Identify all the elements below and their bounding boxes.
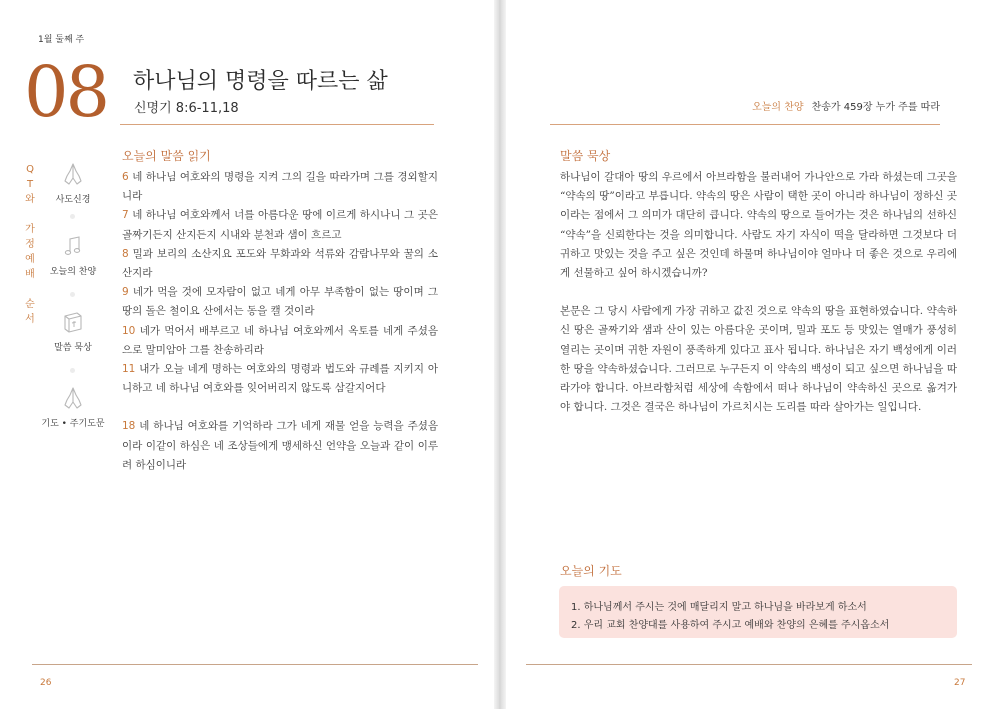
header-divider — [120, 124, 434, 125]
lesson-number: 08 — [24, 51, 108, 133]
bible-icon — [38, 310, 108, 338]
verse: 8 밀과 보리의 소산지요 포도와 무화과와 석류와 감람나무와 꿀의 소산지라 — [122, 247, 438, 280]
verse: 7 네 하나님 여호와께서 너를 아름다운 땅에 이르게 하시나니 그 곳은 골짜기든지 산지든지 시내와 분천과 샘이 흐르고 — [122, 209, 438, 241]
verse: 6 네 하나님 여호와의 명령을 지켜 그의 길을 따라가며 그를 경외할지니라 — [122, 171, 438, 203]
prayer-item: 1. 하나님께서 주시는 것에 매달리지 말고 하나님을 바라보게 하소서 — [571, 602, 867, 613]
left-page — [0, 0, 494, 709]
todays-hymn — [752, 98, 940, 113]
prayer-item: 2. 우리 교회 찬양대를 사용하여 주시고 예배와 찬양의 은혜를 주시옵소서 — [571, 620, 890, 631]
footer-divider — [32, 664, 478, 665]
nav-item-hymn: 오늘의 찬양 — [38, 234, 108, 277]
praying-hands-icon — [38, 162, 108, 190]
nav-separator-dot — [70, 214, 75, 219]
nav-separator-dot — [70, 292, 75, 297]
hymn-tag: 오늘의 찬양 — [752, 102, 804, 113]
page-number: 26 — [40, 678, 52, 688]
reading-heading: 오늘의 말씀 읽기 — [122, 149, 211, 163]
footer-divider — [526, 664, 972, 665]
verse: 18 네 하나님 여호와를 기억하라 그가 네게 재물 얻을 능력을 주셨음이라 이같이 하심은 네 조상들에게 맹세하신 언약을 오늘과 같이 이루려 하심이니라 — [122, 420, 438, 471]
meditation-paragraph: 본문은 그 당시 사람에게 가장 귀하고 값진 것으로 약속의 땅을 표현하였습니다. 약속하신 땅은 골짜기와 샘과 산이 있는 아름다운 곳이며, 밀과 포도 등 맛있는 열매가 풍성히 열리는 곳이며 귀한 자원이 풍족하게 있다고 표사 됩니다. 하나님은 자기 백성에게 이러한 땅을 약속하셨습니다. 그러므로 누구든지 이 약속의 백성이 되고 싶으면 하나님을 따라가야 합니다. 아브라함처럼 세상에 속함에서 떠나 하나님이 약속하신 곳으로 옮겨가야 합니다. 그것은 결국은 하나님이 가르치시는 도리를 따라 살아가는 일입니다. — [560, 305, 957, 414]
praying-hands-icon — [38, 386, 108, 414]
nav-item-prayer: 기도 • 주기도문 — [38, 386, 108, 429]
nav-item-creed: 사도신경 — [38, 162, 108, 205]
meditation-text — [560, 168, 957, 436]
right-page — [506, 0, 1000, 709]
week-label: 1월 둘째 주 — [38, 35, 85, 45]
nav-item-meditation: 말씀 묵상 — [38, 310, 108, 353]
hymn-title: 찬송가 459장 누가 주를 따라 — [811, 102, 940, 113]
page-number: 27 — [954, 678, 966, 688]
qt-order-vertical-label: Q T 와 가 정 예 배 순 서 — [25, 164, 35, 325]
scripture-reading — [122, 168, 438, 475]
verse: 10 네가 먹어서 배부르고 네 하나님 여호와께서 옥토를 네게 주셨음으로 말미암아 그를 찬송하리라 — [122, 324, 438, 356]
prayer-heading: 오늘의 기도 — [560, 564, 622, 578]
verse: 9 네가 먹을 것에 모자람이 없고 네게 아무 부족함이 없는 땅이며 그 땅의 돌은 철이요 산에서는 동을 캘 것이라 — [122, 286, 438, 318]
music-note-icon — [38, 234, 108, 262]
lesson-title: 하나님의 명령을 따르는 삶 — [133, 69, 388, 94]
scripture-reference: 신명기 8:6-11,18 — [134, 101, 239, 116]
meditation-paragraph: 하나님이 갈대아 땅의 우르에서 아브라함을 불러내어 가나안으로 가라 하셨는데 그곳을 “약속의 땅”이라고 부릅니다. 약속의 땅은 사람이 택한 곳이 아니라 하나님이 정하신 곳이라는 점에서 그 의미가 대단히 큽니다. 약속의 땅으로 들어가는 것은 하나님의 선하신 “약속”을 신뢰한다는 것을 의미합니다. 사람도 자기 자식이 떡을 달라하면 그것보다 더 귀하고 맛있는 것을 주고 싶은 것인데 하물며 하나님이야 얼마나 더 좋은 것으로 우리에게 선물하고 싶어 하시겠습니까? — [560, 171, 957, 280]
meditation-heading: 말씀 묵상 — [560, 149, 611, 163]
prayer-box — [559, 586, 957, 638]
verse: 11 내가 오늘 네게 명하는 여호와의 명령과 법도와 규례를 지키지 아니하고 네 하나님 여호와를 잊어버리지 않도록 삼갈지어다 — [122, 363, 438, 395]
nav-separator-dot — [70, 368, 75, 373]
book-spine — [494, 0, 506, 709]
header-divider — [550, 124, 940, 125]
